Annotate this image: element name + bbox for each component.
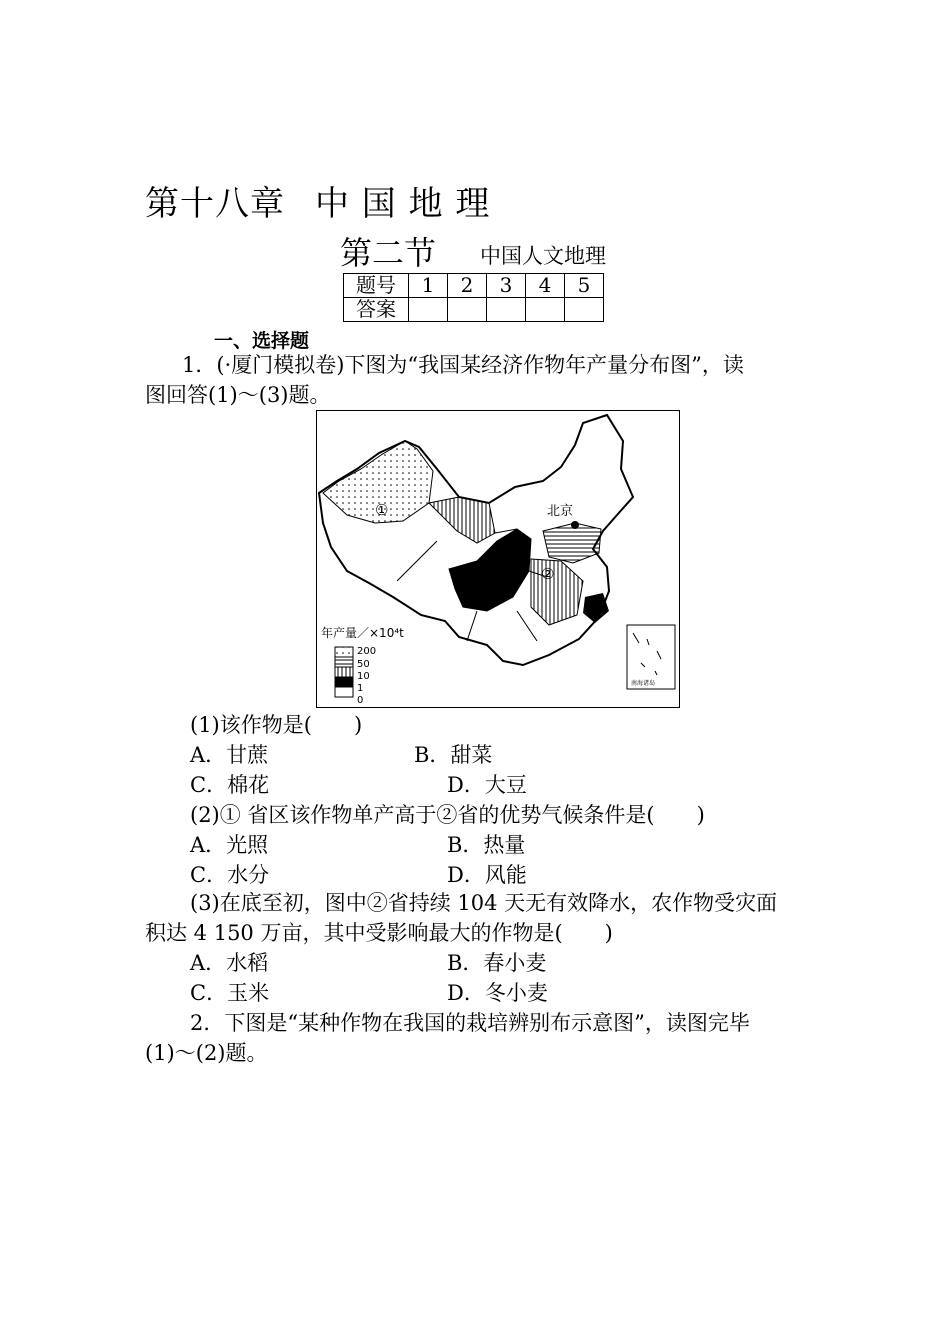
answer-cell[interactable] <box>409 298 448 322</box>
answer-table <box>343 273 604 322</box>
answer-cell[interactable] <box>487 298 526 322</box>
legend-title: 年产量／×10⁴t <box>321 626 404 640</box>
question-number-label: 题号 <box>344 274 409 298</box>
q1-sub2-stem: (2)① 省区该作物单产高于②省的优势气候条件是( ) <box>190 803 705 827</box>
crop-production-map <box>316 410 680 708</box>
legend-value: 10 <box>357 671 370 682</box>
chapter-subject: 中 国 地 理 <box>315 184 491 224</box>
answer-table-header-row <box>344 274 604 298</box>
chapter-heading <box>145 176 490 225</box>
q1-sub3-option-b: B．春小麦 <box>447 951 547 975</box>
answer-cell[interactable] <box>565 298 604 322</box>
legend-swatch-black <box>335 677 353 687</box>
legend-swatch-vlines <box>335 667 353 677</box>
question-number-cell: 2 <box>448 274 487 298</box>
legend-swatch-white <box>335 687 353 697</box>
q1-sub2-option-b: B．热量 <box>447 833 526 857</box>
q1-sub1-option-d: D．大豆 <box>447 773 527 797</box>
legend-value: 0 <box>357 695 364 706</box>
q1-sub2-option-c: C．水分 <box>190 863 270 887</box>
legend-value: 1 <box>357 683 364 694</box>
q1-sub3-stem-line1: (3)在底至初，图中②省持续 104 天无有效降水，农作物受灾面 <box>190 891 778 915</box>
inset-label: 南海诸岛 <box>631 680 656 687</box>
q1-stem-line1: 1．(·厦门模拟卷)下图为“我国某经济作物年产量分布图”，读 <box>182 353 744 377</box>
answer-cell[interactable] <box>526 298 565 322</box>
label-beijing: 北京 <box>547 504 574 519</box>
q1-sub2-option-a: A．光照 <box>190 833 269 857</box>
q1-sub1-option-a: A．甘蔗 <box>190 743 269 767</box>
section-title: 第二节 <box>340 234 437 272</box>
q1-sub1-option-b: B．甜菜 <box>414 743 493 767</box>
section-subtitle: 中国人文地理 <box>480 244 606 268</box>
q1-sub3-option-a: A．水稻 <box>190 951 269 975</box>
q2-stem-line1: 2．下图是“某种作物在我国的栽培辨别布示意图”，读图完毕 <box>190 1011 750 1035</box>
q1-sub3-option-c: C．玉米 <box>190 981 270 1005</box>
question-number-cell: 5 <box>565 274 604 298</box>
question-number-cell: 3 <box>487 274 526 298</box>
legend-swatch-dots <box>335 647 353 657</box>
legend-swatch-hlines <box>335 657 353 667</box>
answer-label: 答案 <box>344 298 409 322</box>
q1-sub3-option-d: D．冬小麦 <box>447 981 548 1005</box>
answer-table-answer-row <box>344 298 604 322</box>
question-number-cell: 1 <box>409 274 448 298</box>
label-region-1: ① <box>375 501 389 519</box>
q1-stem-line2: 图回答(1)～(3)题。 <box>145 383 331 407</box>
legend-value: 50 <box>357 659 370 670</box>
chapter-title: 第十八章 <box>145 184 285 224</box>
answer-cell[interactable] <box>448 298 487 322</box>
q1-sub2-option-d: D．风能 <box>447 863 527 887</box>
beijing-marker <box>571 521 579 529</box>
q1-sub3-stem-line2: 积达 4 150 万亩，其中受影响最大的作物是( ) <box>145 921 613 945</box>
question-number-cell: 4 <box>526 274 565 298</box>
q1-sub1-option-c: C．棉花 <box>190 773 270 797</box>
part-heading: 一、选择题 <box>214 330 310 352</box>
label-region-2: ② <box>541 565 555 583</box>
legend-value: 200 <box>357 646 377 657</box>
q1-sub1-stem: (1)该作物是( ) <box>190 713 363 737</box>
q2-stem-line2: (1)～(2)题。 <box>145 1041 268 1065</box>
